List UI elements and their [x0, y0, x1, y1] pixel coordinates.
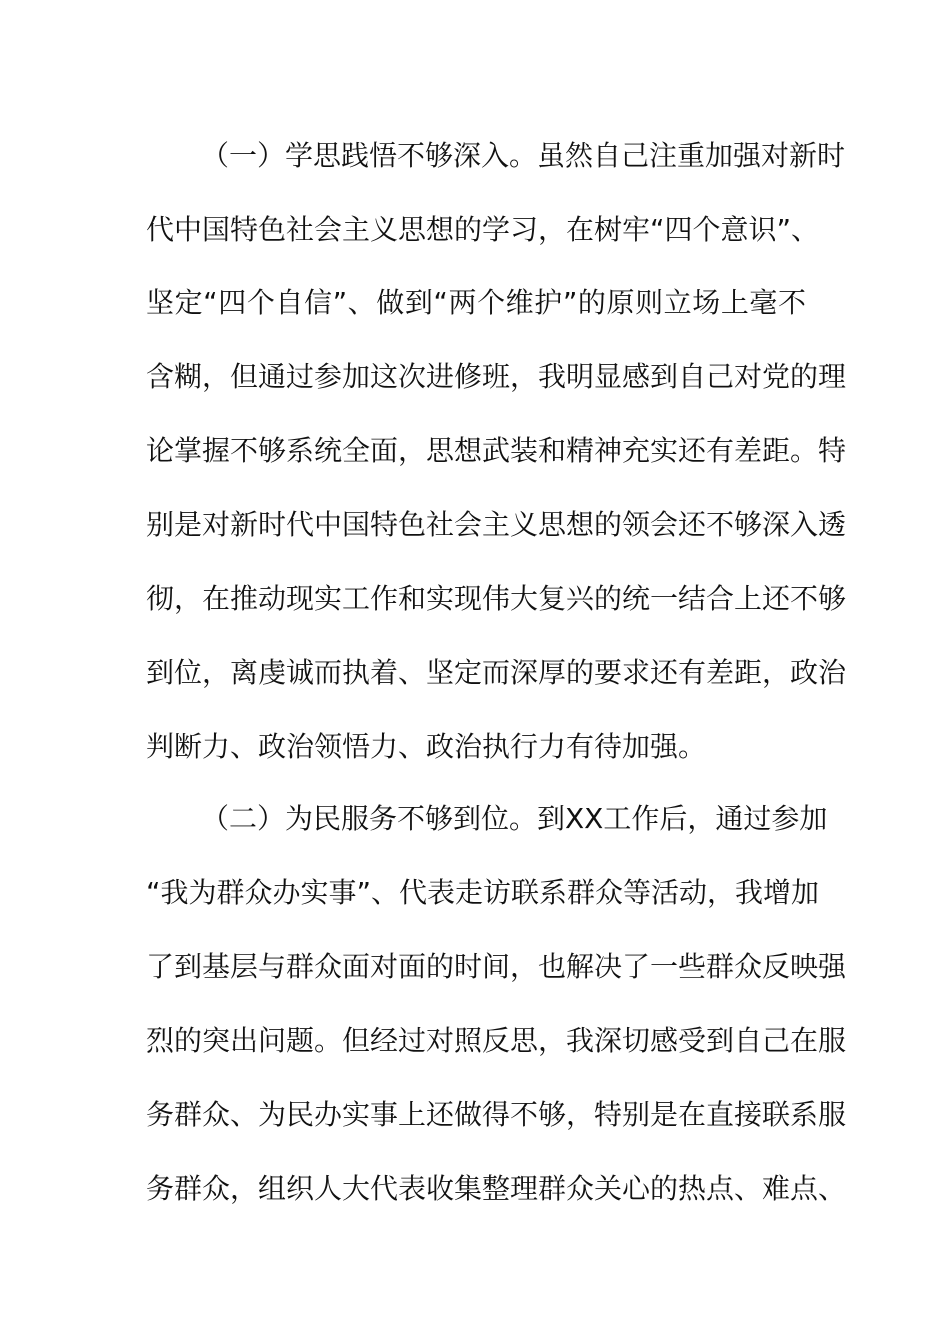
paragraph-2-line-5: 务群众、为民办实事上还做得不够，特别是在直接联系服	[146, 1098, 847, 1131]
paragraph-1-line-4: 含糊，但通过参加这次进修班，我明显感到自己对党的理	[146, 360, 847, 393]
paragraph-1-line-7: 彻，在推动现实工作和实现伟大复兴的统一结合上还不够	[146, 582, 847, 615]
paragraph-1-line-3: 坚定“四个自信”、做到“两个维护”的原则立场上毫不	[146, 286, 806, 319]
paragraph-1-line-2: 代中国特色社会主义思想的学习，在树牢“四个意识”、	[146, 213, 820, 246]
paragraph-1-line-5: 论掌握不够系统全面，思想武装和精神充实还有差距。特	[146, 434, 847, 467]
paragraph-1-line-8: 到位，离虔诚而执着、坚定而深厚的要求还有差距，政治	[146, 656, 847, 689]
paragraph-2-line-6: 务群众，组织人大代表收集整理群众关心的热点、难点、	[146, 1172, 847, 1205]
paragraph-1-line-9: 判断力、政治领悟力、政治执行力有待加强。	[146, 730, 707, 763]
paragraph-2-line-3: 了到基层与群众面对面的时间，也解决了一些群众反映强	[146, 950, 847, 983]
paragraph-2-line-4: 烈的突出问题。但经过对照反思，我深切感受到自己在服	[146, 1024, 847, 1057]
paragraph-1-line-1: （一）学思践悟不够深入。虽然自己注重加强对新时	[201, 139, 846, 172]
paragraph-1-line-6: 别是对新时代中国特色社会主义思想的领会还不够深入透	[146, 508, 847, 541]
paragraph-2-line-2: “我为群众办实事”、代表走访联系群众等活动，我增加	[146, 876, 820, 909]
paragraph-2-line-1: （二）为民服务不够到位。到XX工作后，通过参加	[201, 802, 828, 835]
